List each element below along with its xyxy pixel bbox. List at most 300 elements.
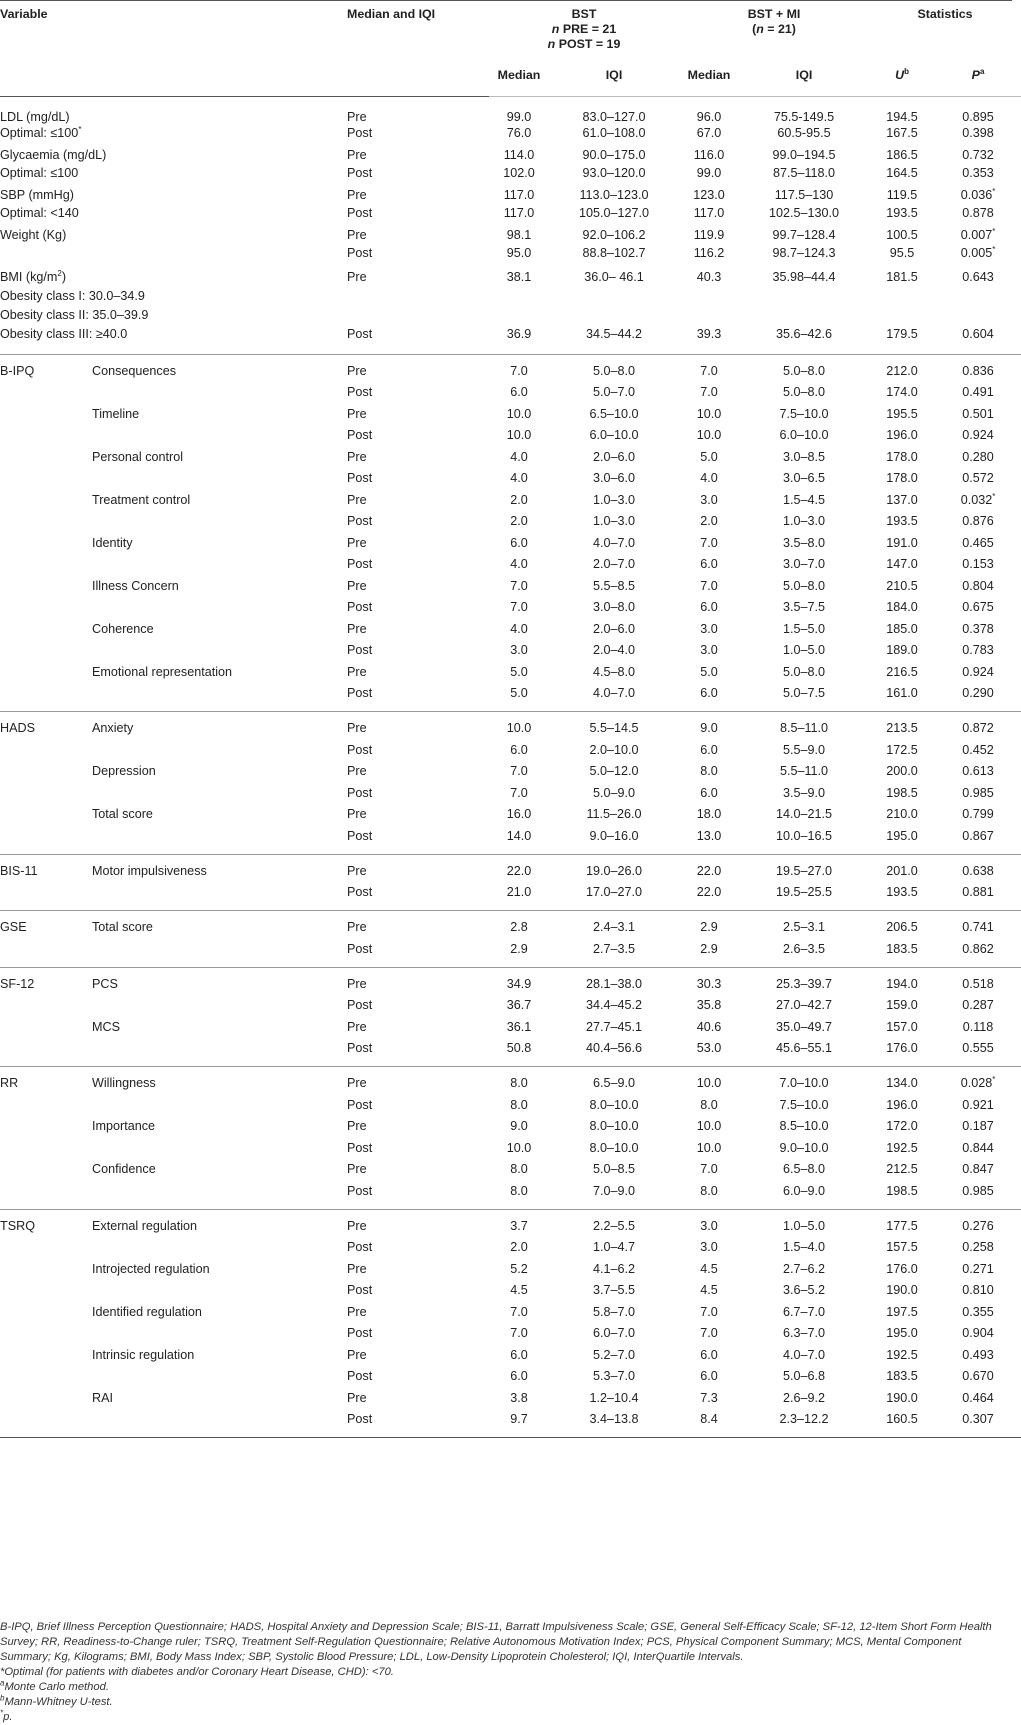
time-label: Post [347,1240,373,1254]
bstmi-iqi: 5.0–7.5 [783,686,826,700]
bstmi-median: 8.0 [700,1183,718,1198]
p-value: 0.572 [962,471,994,485]
subscale-label: Identity [92,535,133,550]
bst-median: 4.0 [510,449,528,464]
subscale-label: Total score [92,807,153,821]
section-label [0,533,92,555]
footnote-abbreviations: B-IPQ, Brief Illness Perception Questionnaire; HADS, Hospital Anxiety and Depression Scale; BIS-11, Barratt Impulsiveness Scale; GSE, General Self-Efficacy Scale; SF-12, 12-Item Short Form Health Survey; RR, Readiness-to-Change ruler; TSRQ, Treatment Self-Regulation Questionnaire; Relative Autonomous Motivation Index; PCS, Physical Component Summary; MCS, Mental Component Summary; Kg, Kilograms; BMI, Body Mass Index; SBP, Systolic Blood Pressure; LDL, Low-Density Lipoprotein Cholesterol; IQI, InterQuartile Intervals. [0,1621,992,1663]
bstmi-iqi: 1.0–3.0 [783,514,826,528]
bstmi-median: 6.0 [700,742,718,757]
section-label [0,1095,92,1117]
bstmi-median: 22.0 [696,885,722,899]
header-median-iqi: Median and IQI [347,7,436,21]
bst-iqi: 8.0–10.0 [589,1097,639,1112]
sub-label [92,125,347,145]
p-value: 0.872 [935,712,1021,740]
subscale-label [92,1323,347,1345]
time-label: Pre [347,1261,367,1276]
table-row [0,597,1021,619]
bst-median: 102.0 [503,166,535,180]
table-row [0,712,1021,740]
u-value: 196.0 [886,428,918,442]
subscale-label [92,1095,347,1117]
bst-median: 4.0 [510,557,528,571]
u-value: 189.0 [886,643,918,657]
section-label [0,404,92,426]
bst-iqi: 3.4–13.8 [589,1412,639,1426]
sub-label [92,225,347,245]
table-row [0,967,1021,995]
bst-iqi: 5.0–7.0 [592,385,636,399]
header-bst-median: Median [489,68,549,97]
time-label: Post [347,206,373,220]
time-label: Pre [347,1162,367,1176]
p-value: 0.895 [962,110,994,124]
p-value: 0.732 [962,148,994,162]
bst-iqi: 5.0–12.0 [589,764,639,778]
time-label: Pre [347,1347,367,1362]
sub-label [92,145,347,165]
bst-iqi: 5.5–8.5 [592,578,636,593]
subscale-label [92,382,347,404]
time-label: Pre [347,148,367,162]
u-value: 195.5 [886,406,918,421]
bstmi-iqi: 1.5–5.0 [783,621,826,636]
time-label: Pre [347,578,367,593]
p-value: 0.921 [962,1097,994,1112]
bstmi-iqi: 6.0–10.0 [779,428,829,442]
bstmi-median: 117.0 [693,206,725,220]
section-label: HADS [0,712,92,740]
bstmi-iqi: 19.5–25.5 [776,885,833,899]
bst-median: 9.7 [510,1412,528,1426]
bstmi-iqi: 5.0–8.0 [783,385,826,399]
u-value: 185.0 [886,621,918,636]
section-label [0,447,92,469]
time-label: Pre [347,188,367,202]
bstmi-iqi: 60.5-95.5 [777,126,831,140]
u-value: 192.5 [886,1140,918,1155]
bstmi-median: 9.0 [679,712,739,740]
p-value: 0.028* [935,1067,1021,1095]
subscale-label: Willingness [92,1067,347,1095]
subscale-label: Importance [92,1119,155,1133]
bst-iqi: 6.0–7.0 [592,1326,636,1340]
time-label: Pre [347,406,367,421]
u-value: 212.5 [886,1162,918,1176]
u-value: 194.0 [869,967,935,995]
bst-iqi: 8.0–10.0 [589,1119,639,1133]
table-row [0,125,1021,145]
bstmi-median: 8.4 [700,1412,718,1426]
u-value: 190.0 [886,1390,918,1405]
bst-iqi: 19.0–26.0 [549,854,679,882]
bst-median: 8.0 [489,1067,549,1095]
p-value: 0.307 [962,1412,994,1426]
u-value: 210.5 [886,578,918,593]
time-label: Pre [347,1019,367,1034]
time-label: Post [347,385,373,399]
bst-iqi: 5.3–7.0 [592,1369,636,1383]
bstmi-iqi: 99.0–194.5 [772,148,836,162]
table-row [0,939,1021,961]
bstmi-median: 30.3 [679,967,739,995]
section-label [0,640,92,662]
bstmi-iqi: 5.0–8.0 [783,664,826,679]
p-value: 0.118 [962,1019,994,1034]
section-label [0,1345,92,1367]
bst-median: 2.8 [489,911,549,939]
bstmi-median: 99.0 [696,166,722,180]
u-value: 137.0 [886,492,918,507]
bstmi-iqi: 3.0–7.0 [783,557,826,571]
table-row [0,354,1021,382]
table-row [0,1388,1021,1410]
p-value: 0.271 [962,1261,994,1276]
bstmi-iqi: 14.0–21.5 [776,807,833,821]
table-row [0,1017,1021,1039]
table-row [0,97,1021,126]
bst-median: 4.0 [510,621,528,636]
bst-median: 4.5 [510,1283,528,1297]
bstmi-iqi: 10.0–16.5 [776,828,833,843]
bstmi-iqi: 6.7–7.0 [783,1304,826,1319]
subscale-label: MCS [92,1019,120,1034]
variable-label: LDL (mg/dL) [0,110,70,124]
bst-median: 117.0 [503,206,535,220]
section-label [0,511,92,533]
bst-median: 8.0 [510,1162,528,1176]
u-value: 147.0 [886,557,918,571]
table-row [0,265,1021,344]
bstmi-iqi: 87.5–118.0 [772,166,836,180]
bstmi-median: 3.0 [700,643,718,657]
bstmi-median: 6.0 [700,686,718,700]
section-label [0,882,92,904]
table-row [0,554,1021,576]
bst-iqi: 2.0–6.0 [592,621,636,636]
variable-label: SBP (mmHg) [0,188,74,202]
time-label: Post [347,428,373,442]
bstmi-median: 53.0 [696,1041,722,1055]
bstmi-iqi: 6.3–7.0 [783,1326,826,1340]
section-label [0,1366,92,1388]
table-row [0,245,1021,265]
section-label [0,740,92,762]
bst-median: 3.8 [510,1390,528,1405]
time-label: Post [347,166,373,180]
u-value: 157.5 [886,1240,918,1254]
bstmi-median: 2.0 [700,514,718,528]
u-value: 198.5 [886,1183,918,1198]
p-value: 0.452 [962,742,994,757]
p-value: 0.847 [962,1162,994,1176]
bstmi-iqi: 19.5–27.0 [739,854,869,882]
table-row [0,662,1021,684]
u-value: 178.0 [886,471,918,485]
time-label: Pre [347,110,367,124]
header-u: $U^b$ [869,68,935,97]
p-value: 0.867 [962,828,994,843]
sub-label [92,185,347,205]
section-label [0,468,92,490]
u-value: 191.0 [886,535,918,550]
subscale-label [92,783,347,805]
results-table [0,7,1021,1439]
section-label [0,1237,92,1259]
time-label: Post [347,785,373,800]
table-row [0,761,1021,783]
subscale-label: Motor impulsiveness [92,854,347,882]
bst-median: 7.0 [510,1304,528,1319]
time-label: Post [347,998,373,1012]
table-row [0,911,1021,939]
bstmi-iqi: 25.3–39.7 [739,967,869,995]
table-row [0,683,1021,705]
time-label: Post [347,1140,373,1155]
bstmi-median: 7.0 [679,354,739,382]
bstmi-median: 40.6 [696,1019,722,1034]
bst-iqi: 17.0–27.0 [585,885,643,899]
bst-median: 36.1 [506,1019,532,1034]
bst-iqi: 2.0–10.0 [589,742,639,757]
time-label: Pre [347,354,489,382]
bst-iqi: 2.0–6.0 [592,449,636,464]
bottom-rule [0,1438,1021,1440]
bstmi-median: 10.0 [696,1119,722,1133]
variable-label: Weight (Kg) [0,228,67,242]
u-value: 216.5 [886,664,918,679]
time-label: Pre [347,621,367,636]
bst-median: 98.1 [506,228,532,242]
u-value: 193.5 [886,885,918,899]
p-value: 0.799 [962,807,994,821]
bstmi-iqi: 3.0–8.5 [783,449,826,464]
bst-median: 114.0 [503,148,535,162]
table-row [0,640,1021,662]
bst-iqi: 83.0–127.0 [582,110,646,124]
subscale-label [92,882,347,904]
bstmi-iqi: 3.5–9.0 [783,785,826,800]
bst-median: 36.7 [506,998,532,1012]
p-value: 0.493 [962,1347,994,1362]
bst-median: 6.0 [510,385,528,399]
bst-iqi: 88.8–102.7 [582,246,646,260]
bst-iqi: 1.0–4.7 [592,1240,636,1254]
bstmi-median: 119.9 [693,228,725,242]
bstmi-median: 7.0 [700,1162,718,1176]
time-label: Post [347,941,373,956]
time-label: Pre [347,911,489,939]
bst-iqi: 28.1–38.0 [549,967,679,995]
bstmi-median: 7.0 [700,1304,718,1319]
subscale-label [92,683,347,705]
u-value: 184.0 [886,600,918,614]
bstmi-median: 40.3 39.3 [696,270,722,341]
u-value: 212.0 [869,354,935,382]
p-value: 0.491 [962,385,994,399]
bstmi-median: 7.0 [700,385,718,399]
u-value: 174.0 [886,385,918,399]
bst-median: 8.0 [510,1183,528,1198]
section-label [0,490,92,512]
bst-iqi: 105.0–127.0 [578,206,650,220]
bst-iqi: 4.5–8.0 [592,664,636,679]
time-label: Post [347,1041,373,1055]
bstmi-iqi: 75.5-149.5 [773,110,835,124]
bst-median: 76.0 [506,126,532,140]
table-row [0,447,1021,469]
bst-iqi: 36.0– 46.1 34.5–44.2 [584,270,644,341]
time-label: Pre Post [347,270,373,341]
time-label: Pre [347,1304,367,1319]
bst-iqi: 4.1–6.2 [592,1261,636,1276]
bst-median: 7.0 [510,764,528,778]
u-value: 177.5 [869,1209,935,1237]
time-label: Post [347,600,373,614]
table-row [0,826,1021,848]
bstmi-iqi: 27.0–42.7 [776,998,833,1012]
bstmi-iqi: 3.6–5.2 [783,1283,826,1297]
footnote-a: $^a$Monte Carlo method. [0,1678,109,1693]
bstmi-median: 2.9 [679,911,739,939]
table-row [0,995,1021,1017]
time-label: Post [347,514,373,528]
u-value: 206.5 [869,911,935,939]
table-row [0,804,1021,826]
u-value: 157.0 [886,1019,918,1034]
p-value: 0.613 [962,764,994,778]
subscale-label: Introjected regulation [92,1261,210,1276]
section-label [0,683,92,705]
u-value: 195.0 [886,1326,918,1340]
bstmi-iqi: 35.98–44.4 35.6–42.6 [772,270,836,341]
time-label: Post [347,1369,373,1383]
footnote-b: $^b$Mann-Whitney U-test. [0,1693,113,1708]
header-p: $P^a$ [935,68,1021,97]
bst-median: 10.0 [506,428,532,442]
bst-iqi: 6.5–9.0 [549,1067,679,1095]
section-label [0,619,92,641]
bst-iqi: 3.0–6.0 [592,471,636,485]
section-label [0,1181,92,1203]
sub-label [92,165,347,185]
p-value: 0.276 [935,1209,1021,1237]
header-variable: Variable [0,7,48,21]
u-value: 183.5 [886,1369,918,1383]
p-value: 0.355 [962,1304,994,1319]
bstmi-median: 7.3 [700,1390,718,1405]
time-label: Post [347,1097,373,1112]
time-label: Pre [347,854,489,882]
bstmi-median: 4.5 [700,1283,718,1297]
time-label: Post [347,471,373,485]
time-label: Pre [347,967,489,995]
p-value: 0.862 [962,941,994,956]
header-bst-iqi: IQI [549,68,679,97]
bstmi-iqi: 6.0–9.0 [783,1183,826,1198]
bst-median: 3.7 [489,1209,549,1237]
table-row [0,468,1021,490]
bst-iqi: 27.7–45.1 [585,1019,643,1034]
bstmi-median: 67.0 [696,126,722,140]
bst-median: 7.0 [510,1326,528,1340]
table-row [0,619,1021,641]
p-value: 0.290 [962,686,994,700]
table-row [0,1209,1021,1237]
table-row [0,576,1021,598]
bst-median: 9.0 [510,1119,528,1133]
section-label [0,1280,92,1302]
bstmi-iqi: 5.0–6.8 [783,1369,826,1383]
p-value: 0.555 [962,1041,994,1055]
bst-iqi: 6.0–10.0 [589,428,639,442]
table-row [0,854,1021,882]
table-row [0,1138,1021,1160]
subscale-label: Confidence [92,1162,156,1176]
bst-median: 95.0 [506,246,532,260]
footnote-optimal: *Optimal (for patients with diabetes and/or Coronary Heart Disease, CHD): <70. [0,1666,394,1678]
p-value: 0.153 [962,557,994,571]
bstmi-median: 10.0 [679,1067,739,1095]
bstmi-iqi: 2.3–12.2 [779,1412,829,1426]
bstmi-iqi: 5.5–11.0 [779,764,829,778]
p-value: 0.280 [962,449,994,464]
u-value: 197.5 [886,1304,918,1319]
bst-iqi: 34.4–45.2 [585,998,643,1012]
bst-iqi: 4.0–7.0 [592,535,636,550]
table-row [0,1095,1021,1117]
table-row [0,1345,1021,1367]
sub-label [92,205,347,225]
section-label [0,554,92,576]
header-bst: BST n PRE = 21 n POST = 19 [547,7,621,51]
bstmi-median: 8.0 [700,1097,718,1112]
bstmi-iqi: 5.0–8.0 [739,354,869,382]
subscale-label: External regulation [92,1209,347,1237]
subscale-label: Treatment control [92,492,191,507]
bst-iqi: 5.5–14.5 [549,712,679,740]
section-label: TSRQ [0,1209,92,1237]
subscale-label [92,554,347,576]
section-label [0,826,92,848]
bstmi-iqi: 7.0–10.0 [739,1067,869,1095]
time-label: Post [347,828,373,843]
bstmi-median: 3.0 [700,492,718,507]
p-value: 0.783 [962,643,994,657]
bst-iqi: 92.0–106.2 [582,228,646,242]
time-label: Pre [347,1209,489,1237]
section-label: BIS-11 [0,854,92,882]
p-value: 0.465 [962,535,994,550]
p-value: 0.810 [962,1283,994,1297]
subscale-label [92,939,347,961]
time-label: Post [347,1326,373,1340]
p-value: 0.518 [935,967,1021,995]
p-value: 0.353 [962,166,994,180]
table-row [0,1116,1021,1138]
section-label: GSE [0,911,92,939]
section-label: B-IPQ [0,354,92,382]
table-row [0,1259,1021,1281]
p-value: 0.836 [935,354,1021,382]
bstmi-median: 3.0 [700,1240,718,1254]
time-label: Pre [347,764,367,778]
header-bstmi-median: Median [679,68,739,97]
p-value: 0.501 [962,406,994,421]
variable-label: BMI $(kg/m^2)$ Obesity class I: 30.0–34.9 Obesity class II: 35.0–39.9 Obesity class III: ≥40.0 [0,268,149,341]
bstmi-iqi: 98.7–124.3 [772,246,836,260]
